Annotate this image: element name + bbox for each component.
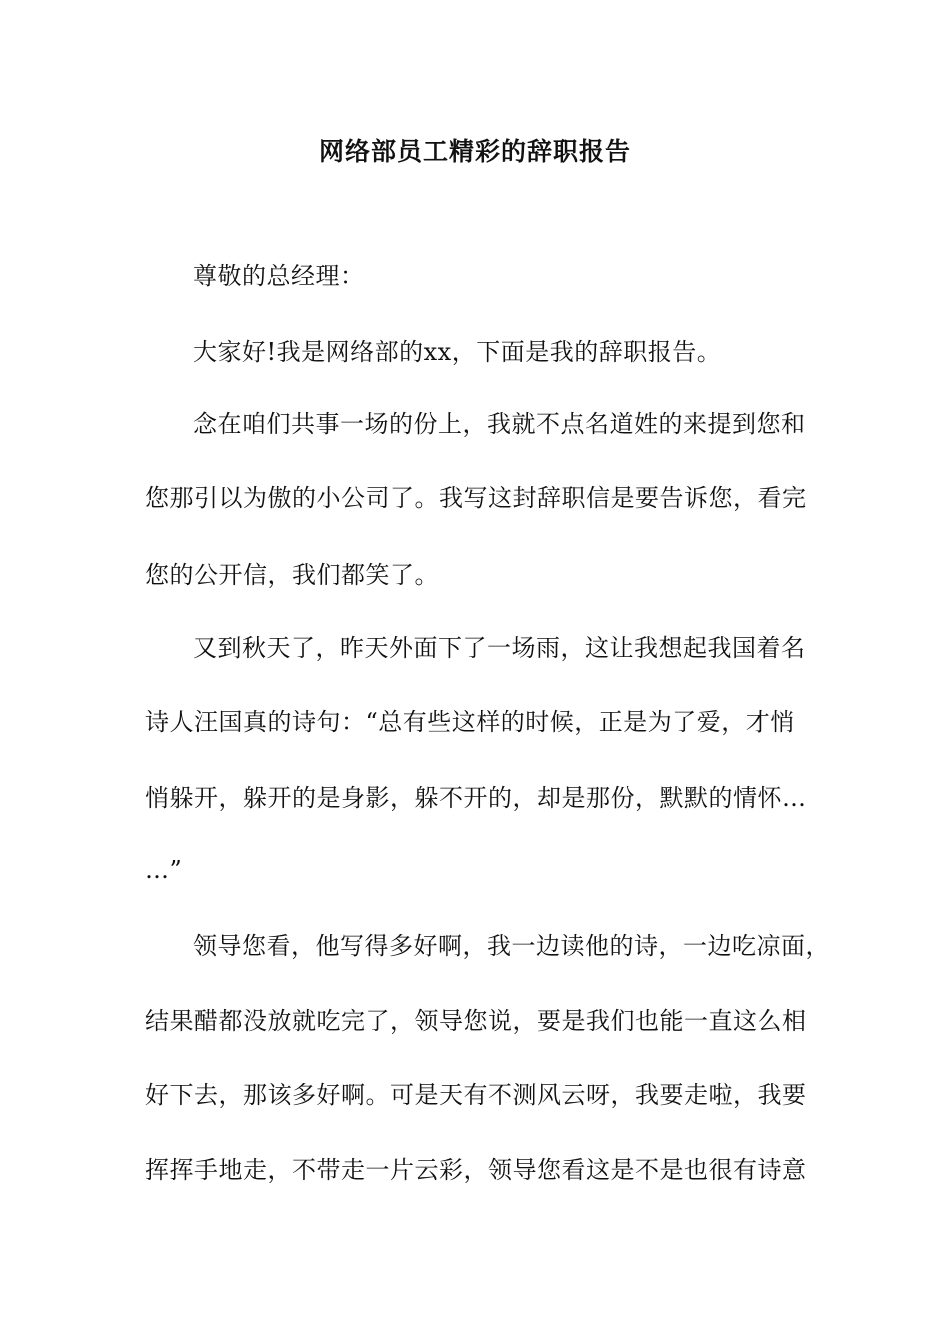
salutation: 尊敬的总经理： <box>193 262 365 290</box>
paragraph-line: 又到秋天了，昨天外面下了一场雨，这让我想起我国着名 <box>193 634 806 662</box>
paragraph-line: 领导您看，他写得多好啊，我一边读他的诗，一边吃凉面， <box>193 932 830 960</box>
paragraph-line: 结果醋都没放就吃完了，领导您说，要是我们也能一直这么相 <box>145 1007 807 1035</box>
paragraph-line: 诗人汪国真的诗句：“总有些这样的时候，正是为了爱，才悄 <box>145 708 795 736</box>
document-title: 网络部员工精彩的辞职报告 <box>318 137 631 166</box>
paragraph-line: 悄躲开，躲开的是身影，躲不开的，却是那份，默默的情怀… <box>145 784 807 812</box>
paragraph-line: 大家好!我是网络部的xx，下面是我的辞职报告。 <box>193 338 722 366</box>
paragraph-line: 挥挥手地走，不带走一片云彩，领导您看这是不是也很有诗意 <box>145 1156 807 1184</box>
paragraph-line: 好下去，那该多好啊。可是天有不测风云呀，我要走啦，我要 <box>145 1081 807 1109</box>
paragraph-line: …” <box>145 856 183 884</box>
paragraph-line: 念在咱们共事一场的份上，我就不点名道姓的来提到您和 <box>193 410 806 438</box>
paragraph-line: 您那引以为傲的小公司了。我写这封辞职信是要告诉您，看完 <box>145 484 807 512</box>
paragraph-line: 您的公开信，我们都笑了。 <box>145 561 439 589</box>
